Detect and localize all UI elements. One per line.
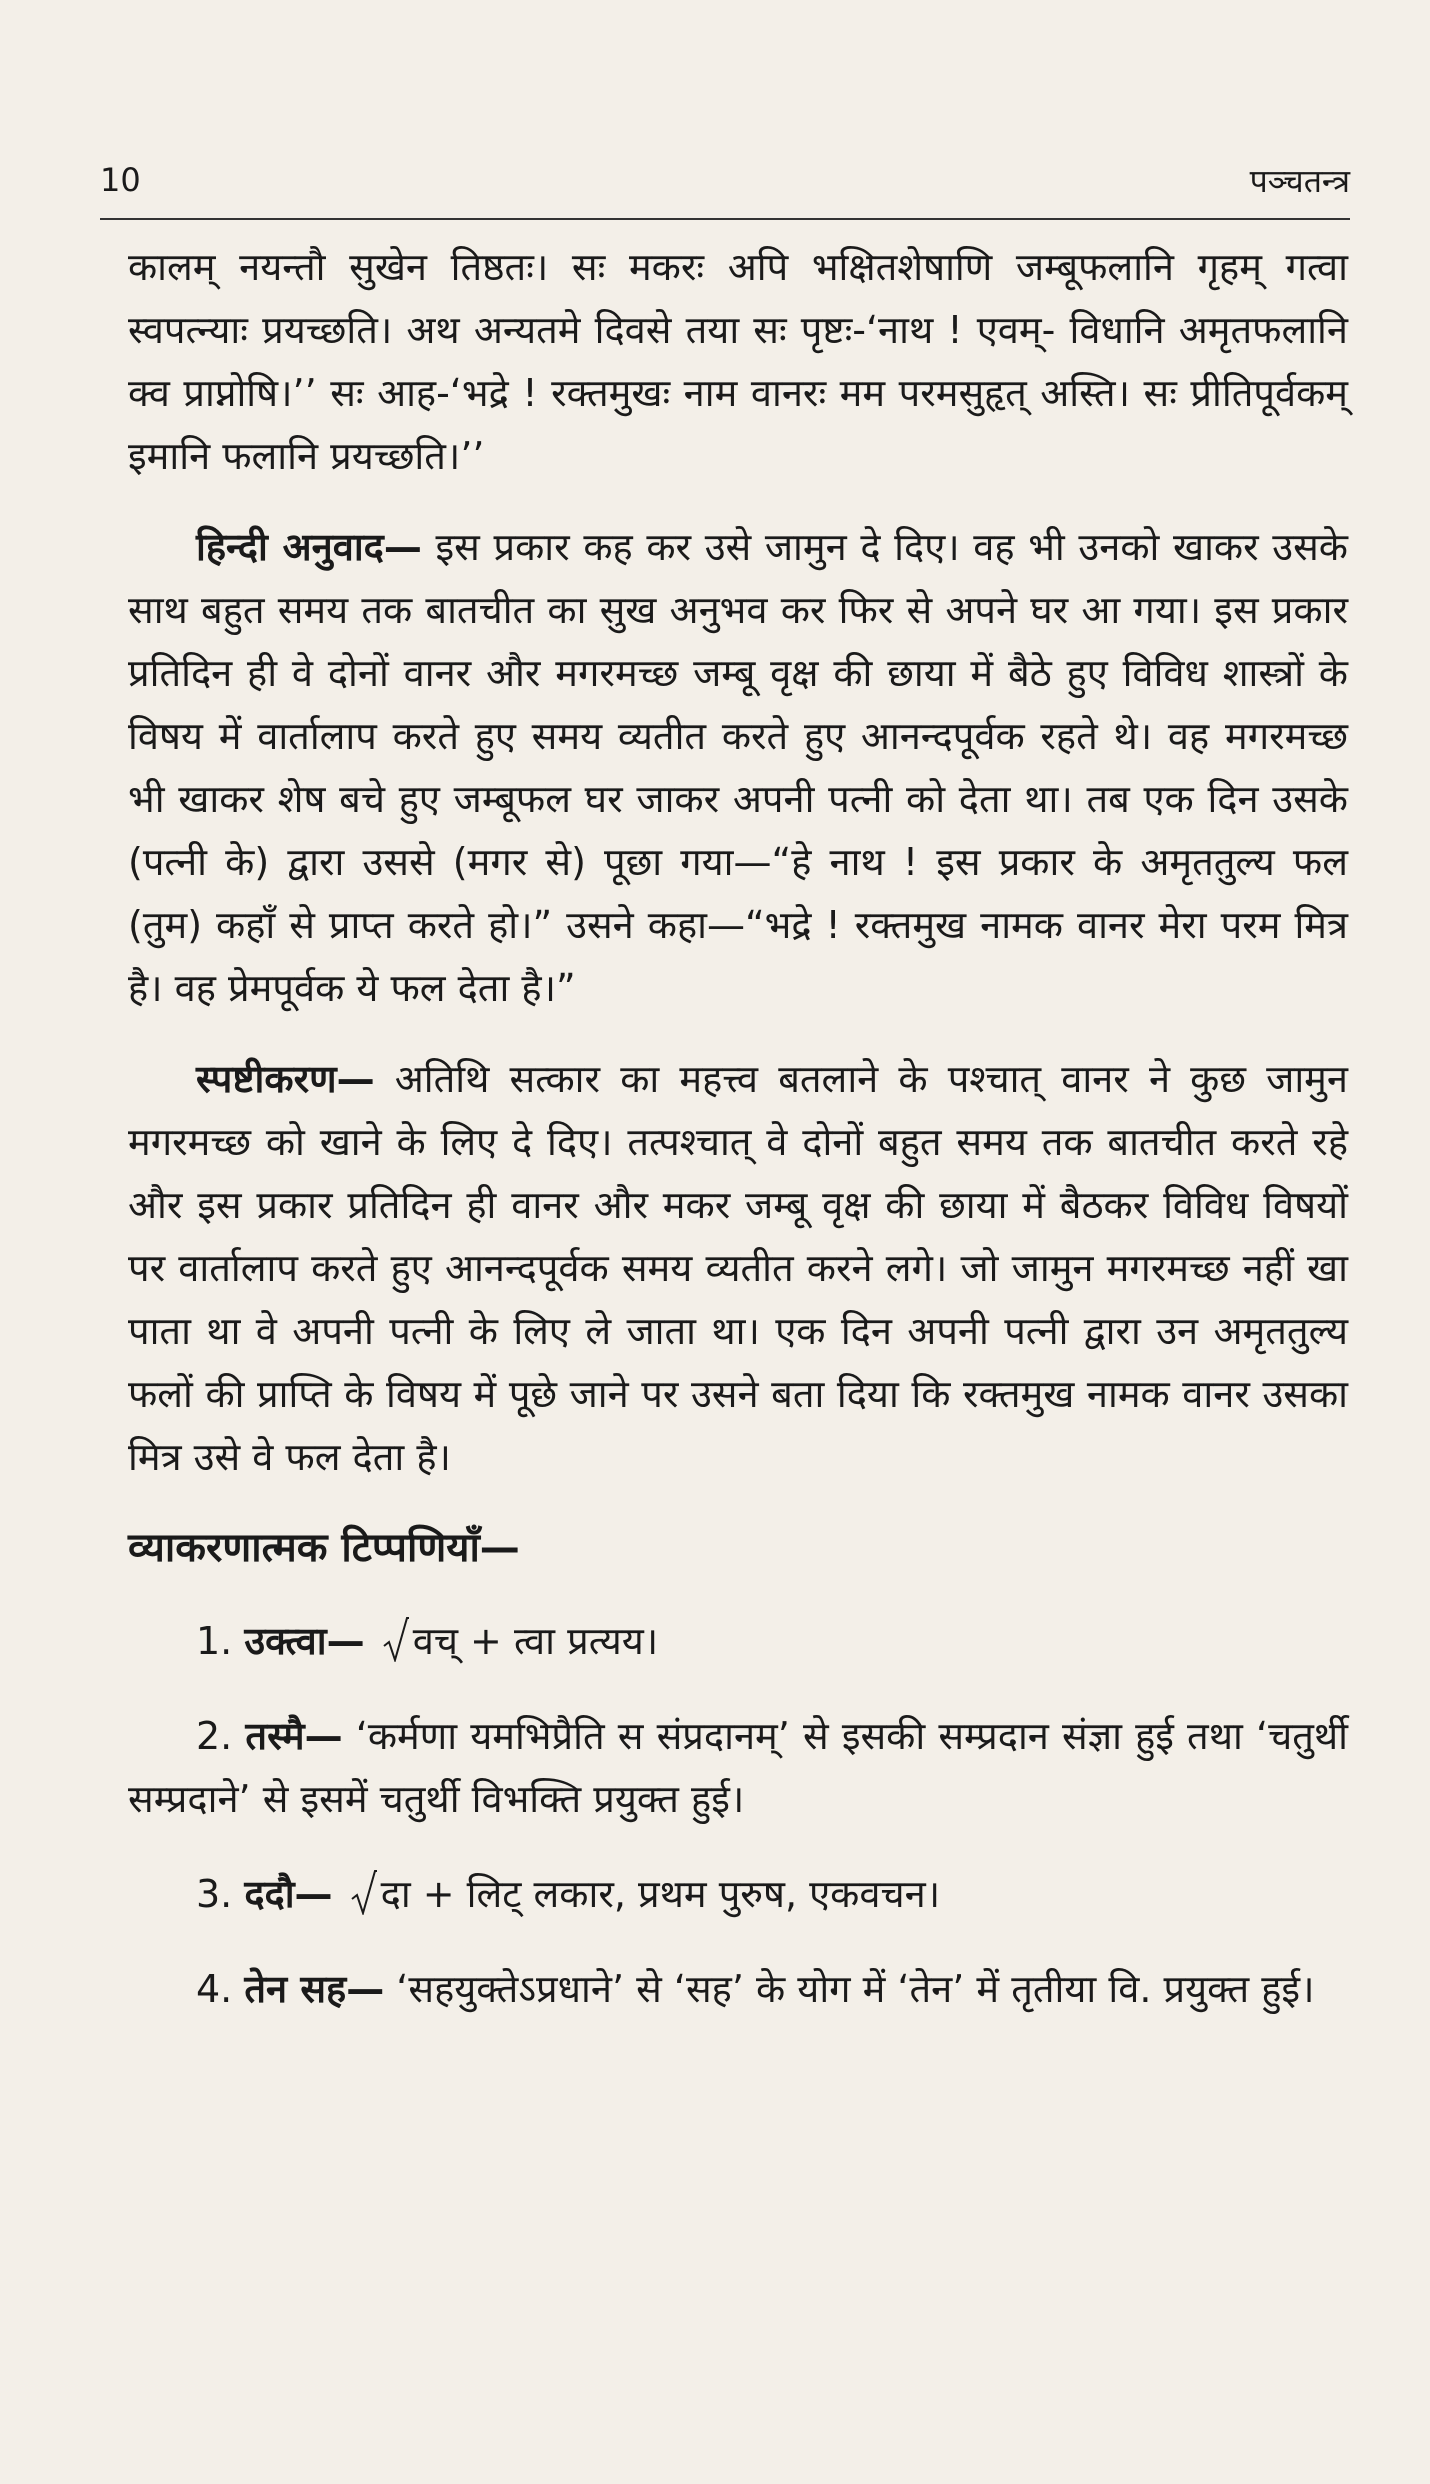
page-number: 10 [100, 161, 141, 199]
hindi-translation-text: इस प्रकार कह कर उसे जामुन दे दिए। वह भी उनको खाकर उसके साथ बहुत समय तक बातचीत का सुख अनुभव कर फिर से अपने घर आ गया। इस प्रकार प्रतिदिन ही वे दोनों वानर और मगरमच्छ जम्बू वृक्ष की छाया में बैठे हुए विविध शास्त्रों के विषय में वार्तालाप करते हुए समय व्यतीत करते हुए आनन्दपूर्वक रहते थे। वह मगरमच्छ भी खाकर शेष बचे हुए जम्बूफल घर जाकर अपनी पत्नी को देता था। तब एक दिन उसके (पत्नी के) द्वारा उससे (मगर से) पूछा गया—“हे नाथ ! इस प्रकार के अमृततुल्य फल (तुम) कहाँ से प्राप्त करते हो।” उसने कहा—“भद्रे ! रक्तमुख नामक वानर मेरा परम मित्र है। वह प्रेमपूर्वक ये फल देता है।” [128, 525, 1348, 1010]
page-header [100, 150, 1350, 210]
clarification [128, 1048, 1348, 1489]
hindi-translation [128, 516, 1348, 1020]
note-title: उक्त्वा— [244, 1619, 365, 1663]
note-number: 1. [196, 1619, 233, 1663]
page-body [128, 236, 1348, 2053]
book-title: पञ्चतन्त्र [1249, 161, 1350, 200]
note-title: तेन सह— [244, 1967, 385, 2011]
note-number: 2. [196, 1714, 233, 1758]
grammar-note-4 [128, 1958, 1348, 2021]
note-text: ‘सहयुक्तेऽप्रधाने’ से ‘सह’ के योग में ‘तेन’ में तृतीया वि. प्रयुक्त हुई। [384, 1967, 1315, 2011]
grammar-note-1 [128, 1610, 1348, 1673]
root-sign [351, 1863, 411, 1926]
header-rule [100, 218, 1350, 220]
note-title: ददौ— [244, 1872, 333, 1916]
note-rest: + त्वा प्रत्यय। [457, 1619, 659, 1663]
grammar-notes-title: व्याकरणात्मक टिप्पणियाँ— [128, 1525, 520, 1571]
root-word: दा [380, 1872, 411, 1916]
clarification-heading: स्पष्टीकरण— [196, 1057, 375, 1101]
hindi-translation-heading: हिन्दी अनुवाद— [196, 525, 422, 569]
grammar-note-2 [128, 1705, 1348, 1831]
note-text: ‘कर्मणा यमभिप्रैति स संप्रदानम्’ से इसकी सम्प्रदान संज्ञा हुई तथा ‘चतुर्थी सम्प्रदाने’ से इसमें चतुर्थी विभक्ति प्रयुक्त हुई। [128, 1714, 1348, 1821]
note-title: तस्मै— [245, 1714, 343, 1758]
radical-icon [351, 1869, 377, 1915]
radical-icon [383, 1616, 409, 1662]
clarification-text: अतिथि सत्कार का महत्त्व बतलाने के पश्चात् वानर ने कुछ जामुन मगरमच्छ को खाने के लिए दे दिए। तत्पश्चात् वे दोनों बहुत समय तक बातचीत करते रहे और इस प्रकार प्रतिदिन ही वानर और मकर जम्बू वृक्ष की छाया में बैठकर विविध विषयों पर वार्तालाप करते हुए आनन्दपूर्वक समय व्यतीत करने लगे। जो जामुन मगरमच्छ नहीं खा पाता था वे अपनी पत्नी के लिए ले जाता था। एक दिन अपनी पत्नी द्वारा उन अमृततुल्य फलों की प्राप्ति के विषय में पूछे जाने पर उसने बता दिया कि रक्तमुख नामक वानर उसका मित्र उसे वे फल देता है। [128, 1057, 1348, 1479]
grammar-note-3 [128, 1863, 1348, 1926]
root-sign [383, 1610, 458, 1673]
note-number: 4. [196, 1967, 233, 2011]
note-number: 3. [196, 1872, 233, 1916]
sanskrit-passage: कालम् नयन्तौ सुखेन तिष्ठतः। सः मकरः अपि भक्षितशेषाणि जम्बूफलानि गृहम् गत्वा स्वपत्न्याः प्रयच्छति। अथ अन्यतमे दिवसे तया सः पृष्टः-‘नाथ ! एवम्- विधानि अमृतफलानि क्व प्राप्नोषि।’’ सः आह-‘भद्रे ! रक्तमुखः नाम वानरः मम परमसुहृत् अस्ति। सः प्रीतिपूर्वकम् इमानि फलानि प्रयच्छति।’’ [128, 245, 1348, 478]
root-word: वच् [412, 1619, 458, 1663]
note-rest: + लिट् लकार, प्रथम पुरुष, एकवचन। [410, 1872, 941, 1916]
